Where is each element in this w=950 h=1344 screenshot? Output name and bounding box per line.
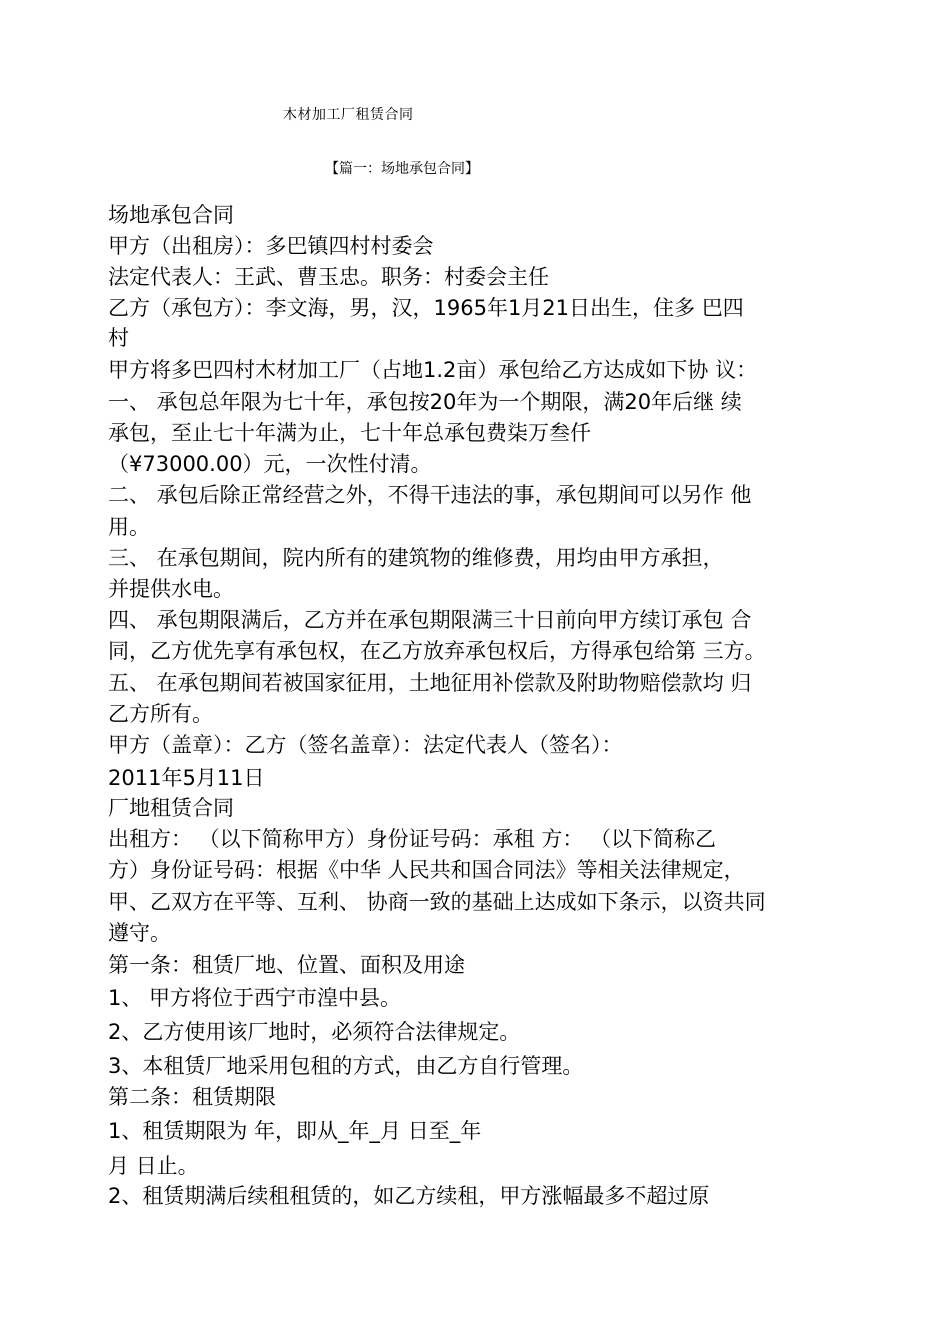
text-line: 遵守。 — [108, 921, 171, 945]
text-line: 甲方将多巴四村木材加工厂（占地1.2亩）承包给乙方达成如下协 议： — [108, 358, 758, 382]
list-item: 3、本租赁厂地采用包租的方式，由乙方自行管理。 — [108, 1054, 584, 1078]
text-line: 出租方： （以下简称甲方）身份证号码：承租 方： （以下简称乙 — [108, 827, 717, 851]
text-line: 村 — [108, 326, 129, 350]
clause-line: 四、 承包期限满后，乙方并在承包期限满三十日前向甲方续订承包 合 — [108, 608, 752, 632]
article-heading: 第二条：租赁期限 — [108, 1085, 276, 1109]
text-line: 甲方（出租房）：多巴镇四村村委会 — [108, 234, 434, 258]
text-line: 并提供水电。 — [108, 577, 234, 601]
signature-line: 甲方（盖章）：乙方（签名盖章）：法定代表人（签名）： — [108, 733, 623, 757]
list-item: 2、租赁期满后续租租赁的，如乙方续租，甲方涨幅最多不超过原 — [108, 1184, 710, 1208]
text-line: 同，乙方优先享有承包权，在乙方放弃承包权后，方得承包给第 三方。 — [108, 639, 766, 663]
text-line: 用。 — [108, 515, 150, 539]
text-line: （¥73000.00）元，一次性付清。 — [108, 452, 432, 476]
text-line: 承包，至止七十年满为止，七十年总承包费柒万叁仟 — [108, 421, 591, 445]
clause-line: 二、 承包后除正常经营之外，不得干违法的事，承包期间可以另作 他 — [108, 483, 752, 507]
date-line: 2011年5月11日 — [108, 766, 265, 790]
list-item: 2、乙方使用该厂地时，必须符合法律规定。 — [108, 1020, 521, 1044]
section-heading: 厂地租赁合同 — [108, 796, 234, 820]
section-heading: 场地承包合同 — [108, 203, 234, 227]
text-line: 乙方（承包方）：李文海，男，汉，1965年1月21日出生，住多 巴四 — [108, 296, 744, 320]
clause-line: 三、 在承包期间，院内所有的建筑物的维修费，用均由甲方承担， — [108, 546, 724, 570]
text-line: 乙方所有。 — [108, 702, 213, 726]
text-line: 法定代表人：王武、曹玉忠。职务：村委会主任 — [108, 265, 549, 289]
document-title: 木材加工厂租赁合同 — [283, 107, 414, 123]
article-heading: 第一条：租赁厂地、位置、面积及用途 — [108, 953, 465, 977]
text-line: 方）身份证号码：根据《中华 人民共和国合同法》等相关法律规定， — [108, 858, 745, 882]
text-line: 月 日止。 — [108, 1154, 199, 1178]
clause-line: 一、 承包总年限为七十年，承包按20年为一个期限，满20年后继 续 — [108, 390, 742, 414]
clause-line: 五、 在承包期间若被国家征用，土地征用补偿款及附助物赔偿款均 归 — [108, 671, 752, 695]
list-item: 1、 甲方将位于西宁市湟中县。 — [108, 986, 402, 1010]
list-item: 1、租赁期限为 年，即从_年_月 日至_年 — [108, 1119, 482, 1143]
text-line: 甲、乙双方在平等、互利、 协商一致的基础上达成如下条示，以资共同 — [108, 890, 766, 914]
document-subtitle: 【篇一：场地承包合同】 — [325, 161, 479, 177]
